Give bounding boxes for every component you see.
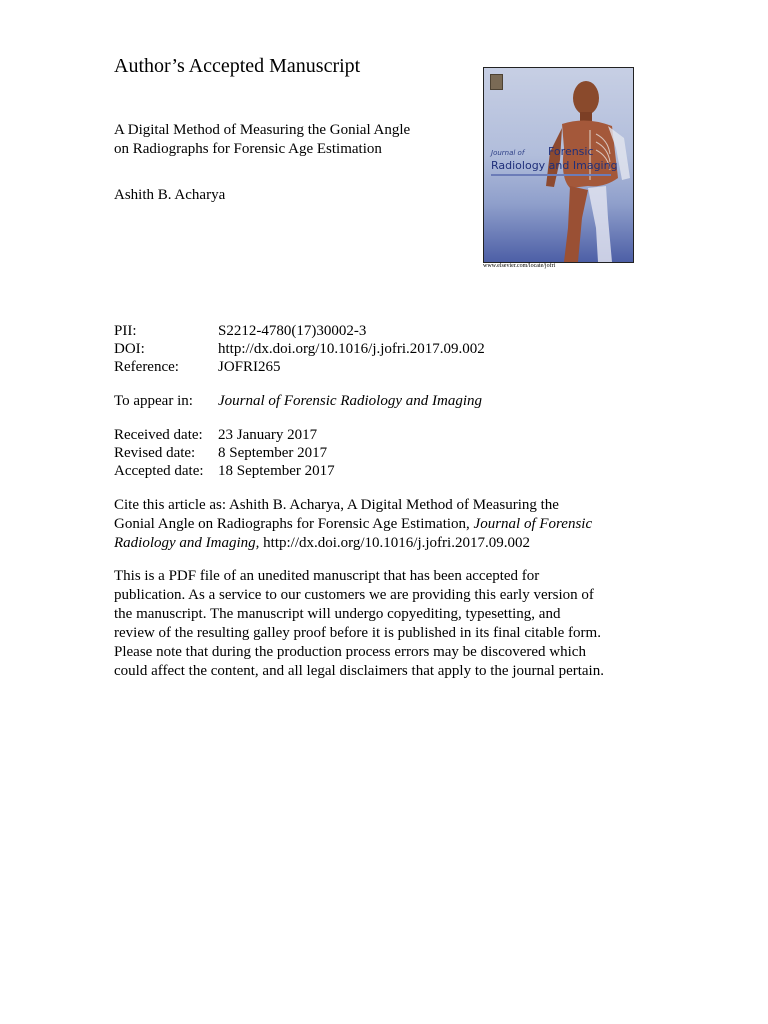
notice-line: review of the resulting galley proof before it is published in its final citable form. <box>114 625 601 641</box>
article-title-line-2: on Radiographs for Forensic Age Estimation <box>114 141 382 157</box>
citation-line-2 <box>114 515 641 534</box>
cover-journal-of: Journal of <box>491 149 525 157</box>
revised-date-label: Revised date: <box>114 445 196 461</box>
cover-journal-forensic: Forensic <box>548 145 594 158</box>
article-author: Ashith B. Acharya <box>114 187 226 203</box>
accepted-date-label: Accepted date: <box>114 463 204 479</box>
notice-line: could affect the content, and all legal disclaimers that apply to the journal pertain. <box>114 663 604 679</box>
accepted-date-row <box>114 463 335 480</box>
cover-divider <box>491 174 611 176</box>
pii-row <box>114 323 366 340</box>
citation-line-3 <box>114 534 641 553</box>
accepted-date-value: 18 September 2017 <box>218 463 335 479</box>
article-title-line-1: A Digital Method of Measuring the Gonial Angle <box>114 122 411 138</box>
received-date-label: Received date: <box>114 427 203 443</box>
pii-label: PII: <box>114 323 137 339</box>
notice-line: Please note that during the production process errors may be discovered which <box>114 644 586 660</box>
reference-label: Reference: <box>114 359 179 375</box>
appear-in-row <box>114 393 482 410</box>
citation-journal-part-2: Radiology and Imaging, <box>114 535 260 551</box>
revised-date-value: 8 September 2017 <box>218 445 328 461</box>
cover-journal-radiology: Radiology and Imaging <box>491 159 618 172</box>
citation-paragraph <box>114 496 641 553</box>
doi-label: DOI: <box>114 341 145 357</box>
received-date-value: 23 January 2017 <box>218 427 318 443</box>
page-header-title: Author’s Accepted Manuscript <box>114 55 361 77</box>
reference-value: JOFRI265 <box>218 359 281 375</box>
article-title <box>114 121 474 159</box>
appear-in-label: To appear in: <box>114 393 193 409</box>
received-date-row <box>114 427 317 444</box>
citation-doi-link[interactable]: http://dx.doi.org/10.1016/j.jofri.2017.09.002 <box>259 535 530 551</box>
doi-row <box>114 341 485 358</box>
citation-journal-part-1: Journal of Forensic <box>473 516 593 532</box>
notice-line: This is a PDF file of an unedited manuscript that has been accepted for <box>114 568 540 584</box>
journal-url[interactable]: www.elsevier.com/locate/jofri <box>483 263 556 269</box>
journal-cover-image <box>483 67 634 263</box>
doi-value[interactable]: http://dx.doi.org/10.1016/j.jofri.2017.09.002 <box>218 341 485 357</box>
reference-row <box>114 359 281 376</box>
notice-line: the manuscript. The manuscript will undergo copyediting, typesetting, and <box>114 606 561 622</box>
revised-date-row <box>114 445 327 462</box>
notice-line: publication. As a service to our customers we are providing this early version of <box>114 587 594 603</box>
appear-in-journal: Journal of Forensic Radiology and Imaging <box>218 393 482 409</box>
citation-line-1: Cite this article as: Ashith B. Acharya, A Digital Method of Measuring the <box>114 497 559 513</box>
pii-value: S2212-4780(17)30002-3 <box>218 323 367 339</box>
notice-paragraph <box>114 567 641 681</box>
citation-title-text: Gonial Angle on Radiographs for Forensic Age Estimation, <box>114 516 474 532</box>
